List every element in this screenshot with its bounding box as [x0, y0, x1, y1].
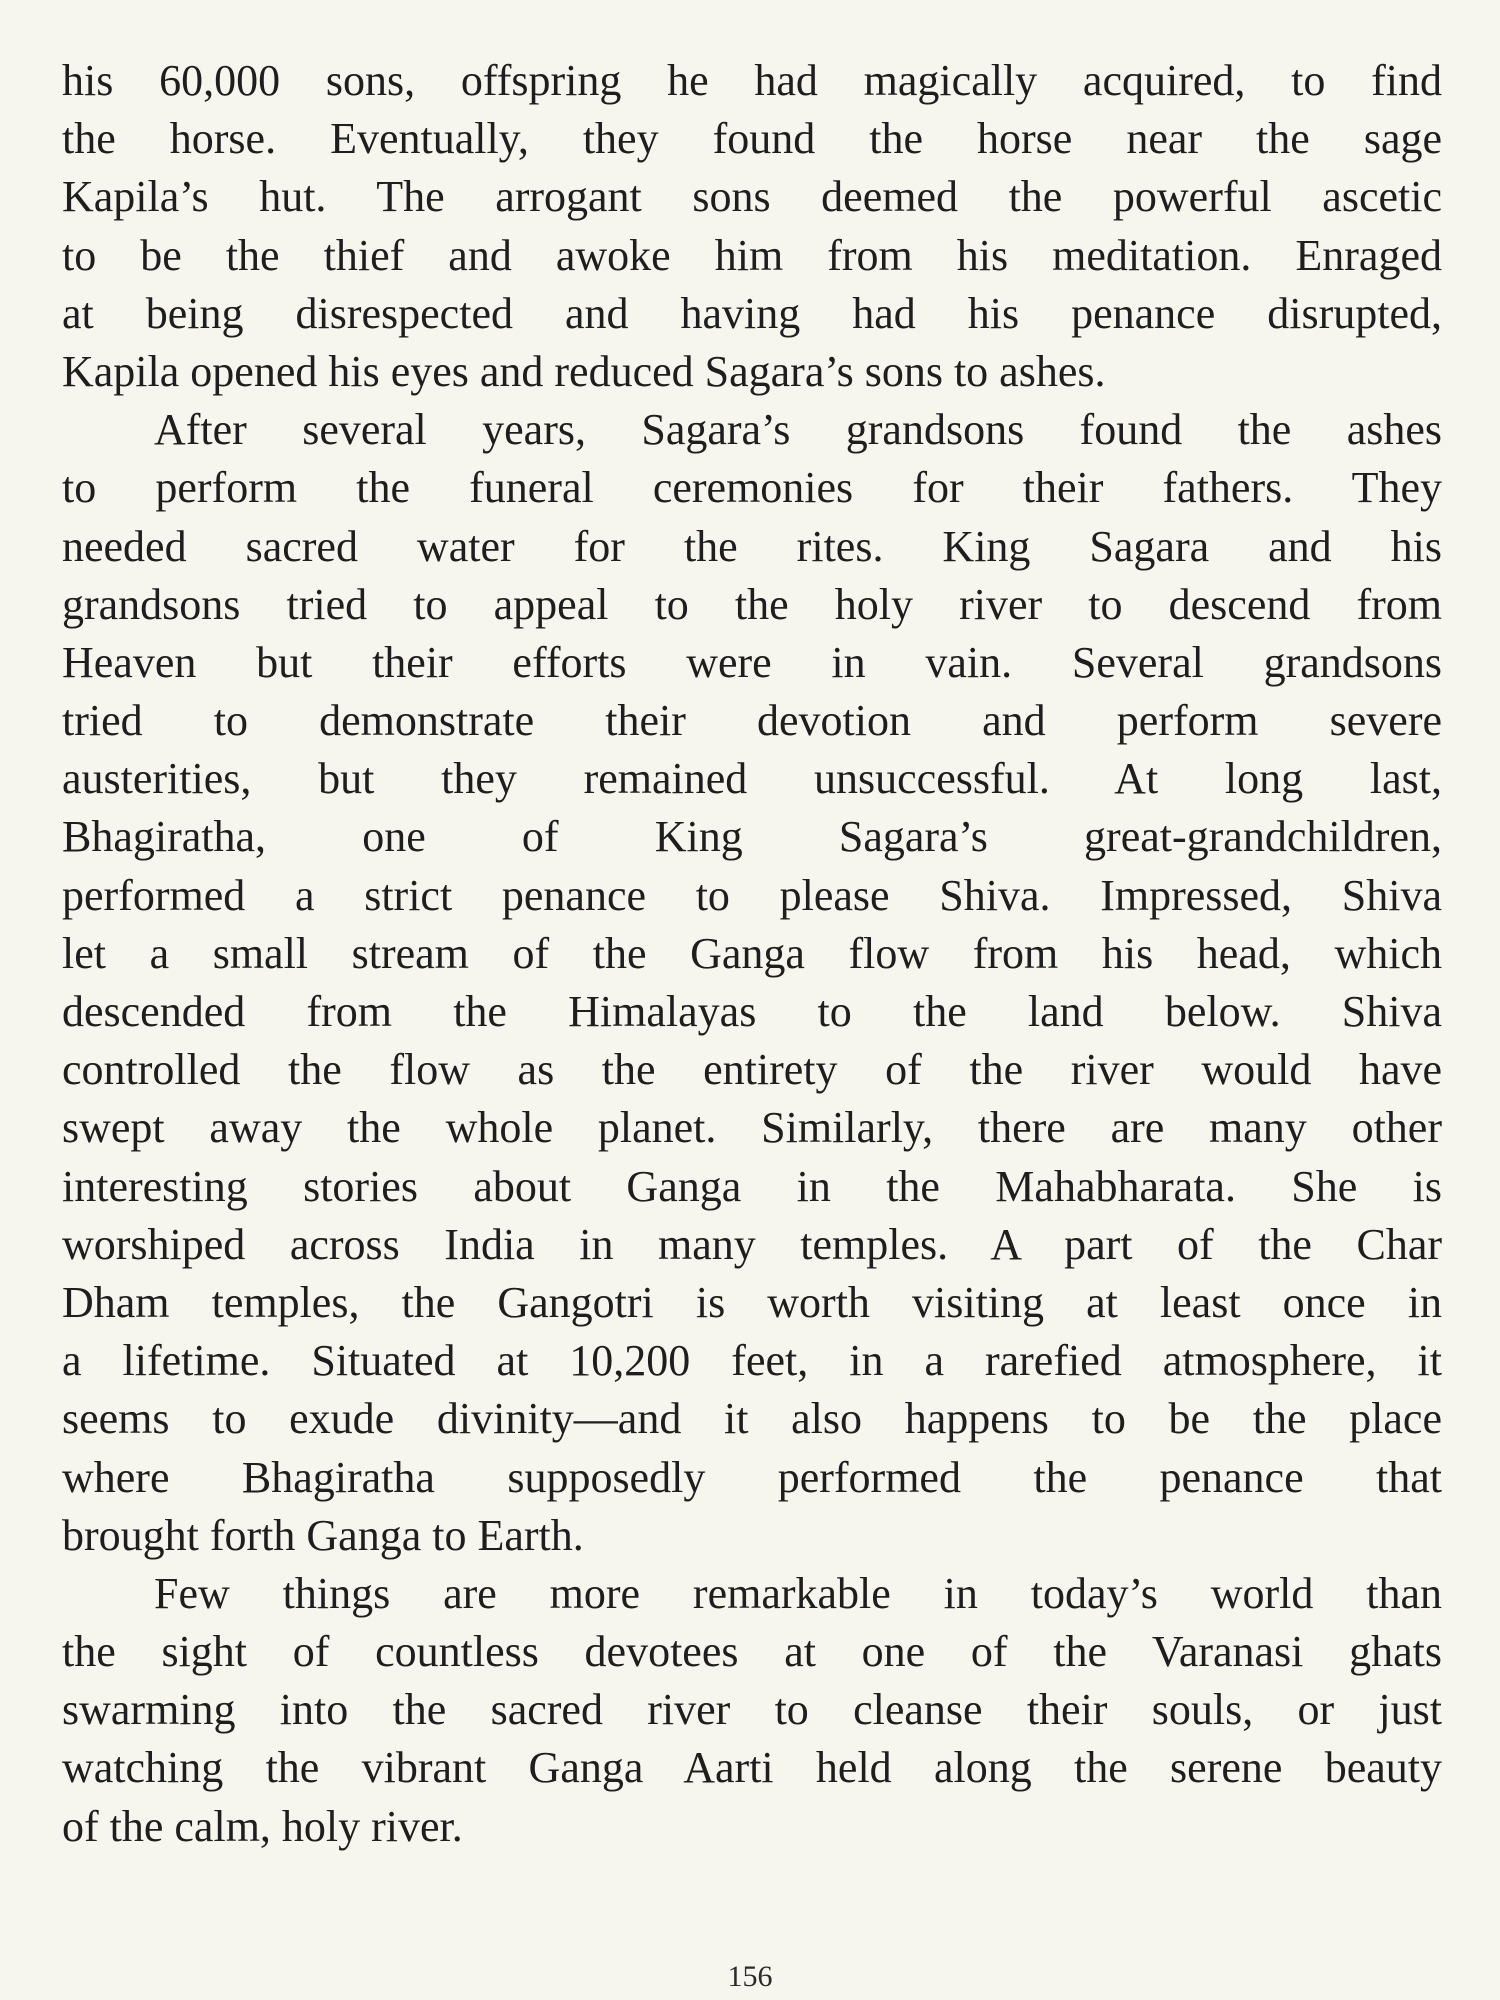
text-line: of the calm, holy river. [62, 1801, 463, 1851]
text-line: a lifetime. Situated at 10,200 feet, in a rarefied atmosphere, it [62, 1336, 1442, 1386]
text-line: performed a strict penance to please Shiva. Impressed, Shiva [62, 870, 1442, 920]
text-line: swept away the whole planet. Similarly, there are many other [62, 1103, 1442, 1153]
text-line: interesting stories about Ganga in the Mahabharata. She is [62, 1161, 1442, 1211]
text-line: After several years, Sagara’s grandsons found the ashes [154, 405, 1442, 455]
text-line: worshiped across India in many temples. A part of the Char [62, 1219, 1442, 1269]
text-line: austerities, but they remained unsuccessful. At long last, [62, 754, 1442, 804]
text-line: the horse. Eventually, they found the horse near the sage [62, 114, 1442, 164]
text-line: controlled the flow as the entirety of the river would have [62, 1045, 1442, 1095]
text-line: his 60,000 sons, offspring he had magically acquired, to find [62, 56, 1442, 105]
text-line: Kapila’s hut. The arrogant sons deemed the powerful ascetic [62, 172, 1442, 222]
text-line: Dham temples, the Gangotri is worth visiting at least once in [62, 1277, 1442, 1327]
text-line: needed sacred water for the rites. King Sagara and his [62, 521, 1442, 571]
text-line: watching the vibrant Ganga Aarti held along the serene beauty [62, 1743, 1442, 1793]
text-line: the sight of countless devotees at one of the Varanasi ghats [62, 1627, 1442, 1677]
text-line: to perform the funeral ceremonies for their fathers. They [62, 463, 1442, 513]
text-line: Kapila opened his eyes and reduced Sagara’s sons to ashes. [62, 346, 1106, 396]
text-line: seems to exude divinity—and it also happens to be the place [62, 1394, 1442, 1444]
text-line: Heaven but their efforts were in vain. Several grandsons [62, 637, 1442, 687]
body-text [62, 52, 1442, 1856]
text-line: Bhagiratha, one of King Sagara’s great-grandchildren, [62, 812, 1442, 862]
text-line: let a small stream of the Ganga flow from his head, which [62, 928, 1442, 978]
text-line: grandsons tried to appeal to the holy river to descend from [62, 579, 1442, 629]
text-line: brought forth Ganga to Earth. [62, 1510, 584, 1560]
text-line: tried to demonstrate their devotion and perform severe [62, 696, 1442, 746]
page-number: 156 [727, 1960, 773, 1993]
text-line: swarming into the sacred river to cleanse their souls, or just [62, 1685, 1442, 1735]
text-line: where Bhagiratha supposedly performed the penance that [62, 1452, 1442, 1502]
text-line: Few things are more remarkable in today’s world than [154, 1568, 1442, 1618]
text-line: descended from the Himalayas to the land below. Shiva [62, 987, 1442, 1036]
text-line: at being disrespected and having had his penance disrupted, [62, 288, 1442, 338]
text-line: to be the thief and awoke him from his meditation. Enraged [62, 230, 1442, 280]
